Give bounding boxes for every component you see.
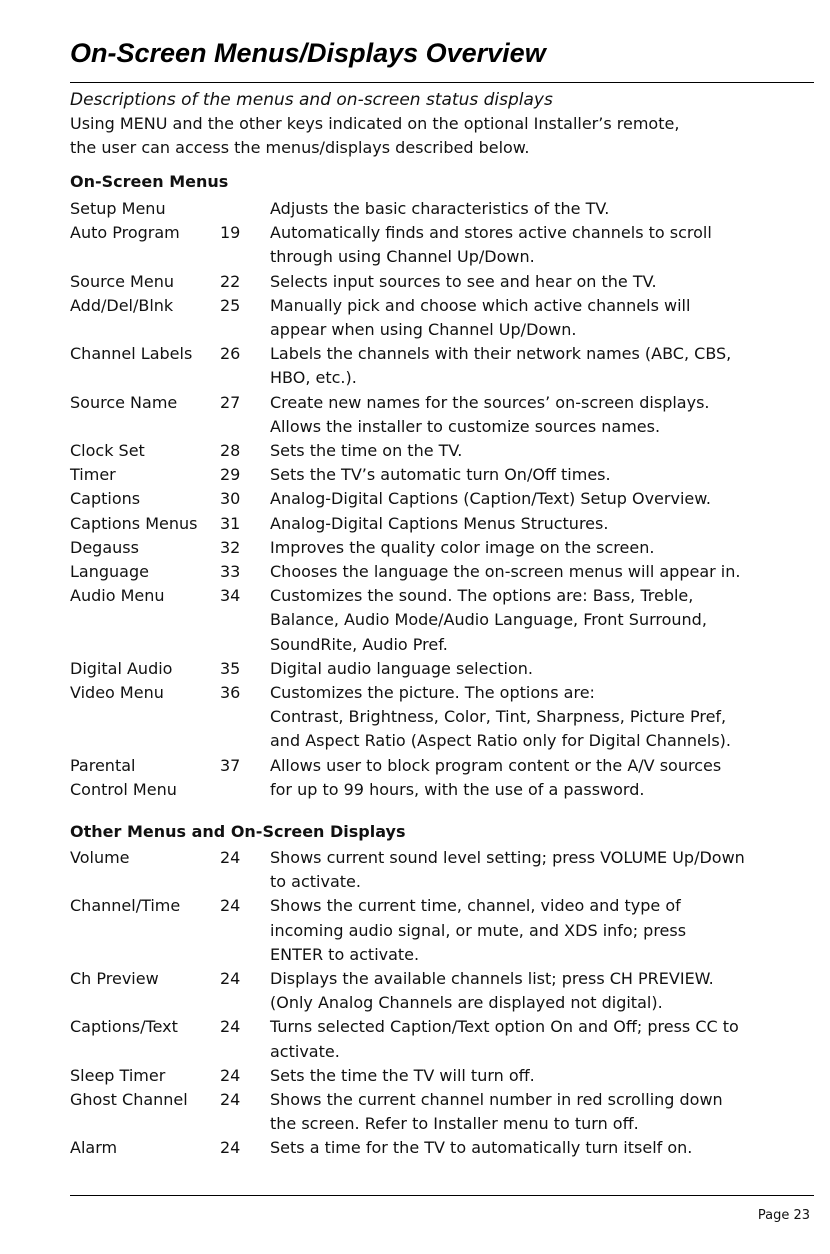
menu-entry <box>70 342 815 390</box>
menu-entry <box>70 487 815 511</box>
entry-description <box>270 487 815 511</box>
entry-name: Volume <box>70 848 130 867</box>
entry-page-number: 34 <box>220 586 241 606</box>
other-menus-list <box>70 846 815 1161</box>
entry-page-number <box>220 197 270 221</box>
entry-description-line: Labels the channels with their network names (ABC, CBS, <box>270 344 732 364</box>
entry-name: Auto Program <box>70 223 180 243</box>
entry-description <box>270 560 815 584</box>
entry-description <box>270 270 815 294</box>
menu-entry <box>70 681 815 754</box>
menu-entry <box>70 294 815 342</box>
entry-description-line: Shows current sound level setting; press VOLUME Up/Down <box>270 848 745 867</box>
entry-description-line: Sets the time the TV will turn off. <box>270 1065 535 1085</box>
entry-description-line: ENTER to activate. <box>270 944 420 964</box>
entry-description <box>270 681 815 754</box>
entry-description <box>270 294 815 342</box>
entry-description <box>270 197 815 221</box>
entry-description-line: Automatically finds and stores active channels to scroll <box>270 223 712 243</box>
entry-description-line: Sets a time for the TV to automatically turn itself on. <box>270 1138 693 1158</box>
entry-description-line: Manually pick and choose which active channels will <box>270 295 691 315</box>
entry-page-number: 24 <box>220 1138 241 1158</box>
entry-description-line: Selects input sources to see and hear on the TV. <box>270 271 657 291</box>
entry-description-line: to activate. <box>270 872 361 892</box>
section-heading-on-screen-menus: On-Screen Menus <box>70 172 229 191</box>
entry-description-line: Turns selected Caption/Text option On and Off; press CC to <box>270 1017 739 1037</box>
entry-page-number: 24 <box>220 848 241 867</box>
menu-entry <box>70 846 815 894</box>
entry-description <box>270 846 815 894</box>
entry-page-number: 28 <box>220 441 241 461</box>
entry-page-number: 24 <box>220 1090 241 1110</box>
entry-name: Alarm <box>70 1138 118 1158</box>
entry-description <box>270 778 815 802</box>
entry-page-number: 22 <box>220 271 241 291</box>
entry-description-line: Sets the time on the TV. <box>270 441 463 461</box>
entry-page-number: 24 <box>220 1017 241 1037</box>
entry-description-line: Create new names for the sources’ on-screen displays. <box>270 392 710 412</box>
entry-description <box>270 1015 815 1063</box>
entry-page-number: 24 <box>220 896 241 916</box>
entry-description <box>270 536 815 560</box>
page-title: On-Screen Menus/Displays Overview <box>70 38 546 68</box>
entry-page-number: 31 <box>220 513 241 533</box>
entry-description-line: Adjusts the basic characteristics of the TV. <box>270 199 610 218</box>
menu-entry <box>70 657 815 681</box>
entry-description-line: Improves the quality color image on the screen. <box>270 537 655 557</box>
intro-line: Using MENU and the other keys indicated on the optional Installer’s remote, <box>70 114 680 133</box>
entry-name: Source Menu <box>70 271 174 291</box>
entry-description-line: Allows user to block program content or the A/V sources <box>270 755 722 775</box>
menu-entry <box>70 894 815 967</box>
entry-description <box>270 754 815 778</box>
entry-description-line: for up to 99 hours, with the use of a password. <box>270 779 645 799</box>
entry-page-number: 26 <box>220 344 241 364</box>
menu-entry <box>70 584 815 657</box>
section-heading-other-menus: Other Menus and On-Screen Displays <box>70 822 406 841</box>
entry-page-number: 25 <box>220 295 241 315</box>
entry-page-number: 30 <box>220 489 241 509</box>
entry-name: Sleep Timer <box>70 1065 166 1085</box>
entry-description-line: Chooses the language the on-screen menus will appear in. <box>270 562 741 582</box>
entry-name: Ghost Channel <box>70 1090 188 1110</box>
entry-name: Parental <box>70 755 136 775</box>
menu-entry <box>70 754 815 778</box>
entry-description <box>270 657 815 681</box>
entry-page-number: 35 <box>220 658 241 678</box>
entry-description-line: SoundRite, Audio Pref. <box>270 634 448 654</box>
entry-page-number <box>220 778 270 802</box>
entry-page-number: 36 <box>220 683 241 703</box>
entry-description <box>270 221 815 269</box>
entry-name: Add/Del/Blnk <box>70 295 174 315</box>
entry-page-number: 33 <box>220 562 241 582</box>
entry-description <box>270 1088 815 1136</box>
entry-name: Channel/Time <box>70 896 181 916</box>
entry-description-line: Shows the current channel number in red scrolling down <box>270 1090 723 1110</box>
entry-description-line: Contrast, Brightness, Color, Tint, Sharpness, Picture Pref, <box>270 707 727 727</box>
entry-description <box>270 391 815 439</box>
menu-entry <box>70 463 815 487</box>
entry-name: Timer <box>70 465 116 485</box>
entry-description-line: Sets the TV’s automatic turn On/Off times. <box>270 465 611 485</box>
entry-name: Clock Set <box>70 441 145 461</box>
description-heading: Descriptions of the menus and on-screen status displays <box>70 90 553 110</box>
entry-name: Digital Audio <box>70 658 173 678</box>
entry-description-line: Balance, Audio Mode/Audio Language, Front Surround, <box>270 610 707 630</box>
entry-description-line: the screen. Refer to Installer menu to turn off. <box>270 1114 639 1134</box>
entry-description-line: Customizes the picture. The options are: <box>270 683 595 703</box>
entry-page-number: 24 <box>220 1065 241 1085</box>
entry-page-number: 32 <box>220 537 241 557</box>
menu-entry <box>70 1136 815 1160</box>
intro-line: the user can access the menus/displays described below. <box>70 138 530 157</box>
entry-name: Ch Preview <box>70 969 159 989</box>
menu-entry <box>70 778 815 802</box>
entry-name: Degauss <box>70 537 139 557</box>
entry-description-line: and Aspect Ratio (Aspect Ratio only for Digital Channels). <box>270 731 731 751</box>
entry-description-line: Analog-Digital Captions Menus Structures. <box>270 513 609 533</box>
entry-name: Captions <box>70 489 141 509</box>
entry-description-line: Analog-Digital Captions (Caption/Text) Setup Overview. <box>270 489 711 509</box>
entry-name: Captions Menus <box>70 513 198 533</box>
menu-entry <box>70 1015 815 1063</box>
menu-entry <box>70 536 815 560</box>
entry-page-number: 37 <box>220 755 241 775</box>
entry-description <box>270 512 815 536</box>
intro-paragraph <box>70 112 810 160</box>
bottom-rule <box>70 1195 814 1196</box>
entry-description <box>270 463 815 487</box>
entry-description <box>270 439 815 463</box>
entry-description-line: HBO, etc.). <box>270 368 357 388</box>
entry-description-line: Digital audio language selection. <box>270 658 533 678</box>
menu-entry <box>70 221 815 269</box>
entry-description-line: appear when using Channel Up/Down. <box>270 320 577 340</box>
entry-name: Source Name <box>70 392 178 412</box>
entry-description-line: Shows the current time, channel, video and type of <box>270 896 681 916</box>
entry-description <box>270 1136 815 1160</box>
entry-name: Setup Menu <box>70 199 166 218</box>
entry-description-line: Customizes the sound. The options are: Bass, Treble, <box>270 586 694 606</box>
entry-name: Audio Menu <box>70 586 165 606</box>
menu-entry <box>70 391 815 439</box>
menu-entry <box>70 1088 815 1136</box>
entry-description <box>270 967 815 1015</box>
entry-description <box>270 1064 815 1088</box>
entry-description-line: activate. <box>270 1041 340 1061</box>
entry-description <box>270 894 815 967</box>
menu-entry <box>70 270 815 294</box>
page-number: Page 23 <box>757 1208 810 1223</box>
menu-entry <box>70 967 815 1015</box>
menu-entry <box>70 512 815 536</box>
menu-entry <box>70 439 815 463</box>
menu-entry <box>70 1064 815 1088</box>
entry-description <box>270 342 815 390</box>
entry-description-line: Allows the installer to customize sources names. <box>270 416 661 436</box>
entry-description-line: incoming audio signal, or mute, and XDS info; press <box>270 920 687 940</box>
entry-description-line: through using Channel Up/Down. <box>270 247 535 267</box>
menu-entry <box>70 197 815 221</box>
entry-name: Channel Labels <box>70 344 193 364</box>
entry-page-number: 19 <box>220 223 241 243</box>
entry-page-number: 27 <box>220 392 241 412</box>
entry-description-line: Displays the available channels list; press CH PREVIEW. <box>270 969 714 989</box>
entry-page-number: 29 <box>220 465 241 485</box>
entry-name: Video Menu <box>70 683 164 703</box>
entry-description <box>270 584 815 657</box>
menu-entry <box>70 560 815 584</box>
entry-name: Control Menu <box>70 779 177 799</box>
entry-name: Language <box>70 562 149 582</box>
on-screen-menus-list <box>70 197 815 802</box>
entry-description-line: (Only Analog Channels are displayed not digital). <box>270 993 663 1013</box>
entry-name: Captions/Text <box>70 1017 178 1037</box>
entry-page-number: 24 <box>220 969 241 989</box>
top-rule <box>70 82 814 83</box>
